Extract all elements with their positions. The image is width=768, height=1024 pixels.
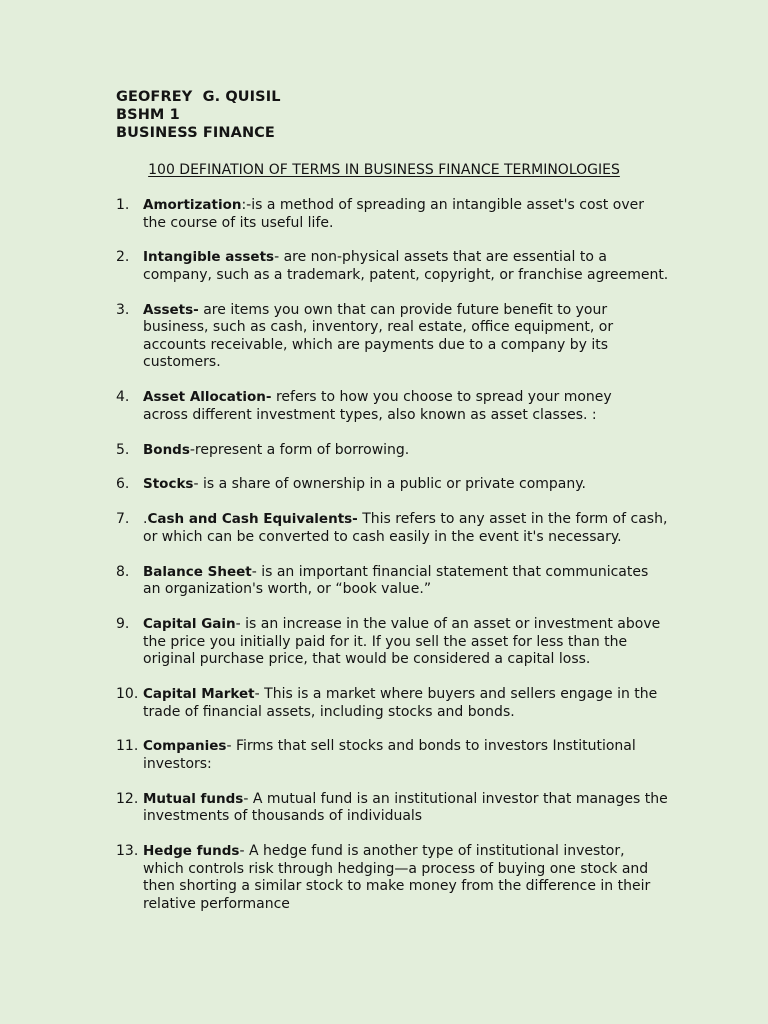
term-number: 8.	[116, 563, 130, 580]
term-definition: - is a share of ownership in a public or private company.	[193, 476, 587, 493]
term-number: 7.	[116, 511, 130, 528]
term-name: Capital Market	[143, 686, 255, 703]
term-definition: - Firms that sell stocks and bonds to investors Institutional investors:	[143, 738, 636, 772]
term-name: Stocks	[143, 476, 194, 493]
term-definition: - is an important financial statement that communicates an organization's worth, or “book value.”	[143, 563, 649, 598]
term-item	[116, 616, 676, 669]
term-definition: - are non-physical assets that are essential to a company, such as a trademark, patent, copyright, or franchise agreement.	[143, 249, 669, 283]
term-number: 11.	[116, 738, 139, 755]
author-name: GEOFREY G. QUISIL	[116, 89, 281, 105]
term-item	[116, 197, 676, 232]
term-number: 4.	[116, 389, 130, 406]
term-number: 3.	[116, 301, 130, 318]
term-item	[116, 476, 676, 494]
term-item	[116, 564, 676, 599]
term-item	[116, 442, 676, 460]
term-name: Balance Sheet	[143, 563, 252, 580]
term-definition: - This is a market where buyers and sellers engage in the trade of financial assets, including stocks and bonds.	[143, 686, 658, 720]
term-name: Companies	[143, 738, 227, 755]
term-definition: - A hedge fund is another type of institutional investor, which controls risk through hedging—a process of buying one stock and then shorting a similar stock to make money from the difference in their relative performance	[143, 843, 651, 912]
term-item	[116, 249, 676, 284]
term-name: Hedge funds	[143, 843, 240, 860]
document-header	[116, 88, 281, 142]
document-title: 100 DEFINATION OF TERMS IN BUSINESS FINANCE TERMINOLOGIES	[148, 162, 620, 178]
term-name: Bonds	[143, 441, 190, 458]
course-label: BSHM 1	[116, 107, 180, 123]
term-number: 2.	[116, 249, 130, 266]
term-number: 12.	[116, 790, 139, 807]
term-number: 10.	[116, 686, 139, 703]
term-name: Cash and Cash Equivalents-	[147, 511, 358, 528]
term-number: 1.	[116, 197, 130, 213]
term-item	[116, 843, 676, 913]
term-name: Assets-	[143, 301, 199, 318]
term-name: Capital Gain	[143, 616, 236, 633]
subject-label: BUSINESS FINANCE	[116, 125, 275, 141]
term-name: Amortization	[143, 197, 242, 213]
term-definition: refers to how you choose to spread your money across different investment types, also known as asset classes. :	[143, 389, 612, 423]
term-name: Mutual funds	[143, 790, 244, 807]
term-number: 5.	[116, 441, 130, 458]
term-definition: are items you own that can provide future benefit to your business, such as cash, inventory, real estate, office equipment, or accounts receivable, which are payments due to a company by its customers.	[143, 301, 614, 371]
term-item	[116, 686, 676, 721]
term-definition: :-is a method of spreading an intangible asset's cost over the course of its useful life.	[143, 197, 644, 231]
term-item	[116, 511, 676, 546]
term-prefix: .	[143, 511, 148, 528]
term-item	[116, 738, 676, 773]
term-definition: - is an increase in the value of an asset or investment above the price you initially paid for it. If you sell the asset for less than the original purchase price, that would be considered a capital loss.	[143, 616, 661, 668]
term-item	[116, 389, 676, 424]
term-definition: - A mutual fund is an institutional investor that manages the investments of thousands of individuals	[143, 790, 668, 825]
term-definition: This refers to any asset in the form of cash, or which can be converted to cash easily in the event it's necessary.	[143, 511, 668, 545]
terms-list	[116, 197, 676, 931]
term-item	[116, 302, 676, 372]
term-name: Intangible assets	[143, 249, 275, 266]
term-number: 9.	[116, 616, 130, 633]
term-definition: -represent a form of borrowing.	[189, 441, 410, 458]
term-name: Asset Allocation-	[143, 389, 272, 406]
term-number: 6.	[116, 476, 130, 493]
term-number: 13.	[116, 843, 139, 860]
term-item	[116, 791, 676, 826]
